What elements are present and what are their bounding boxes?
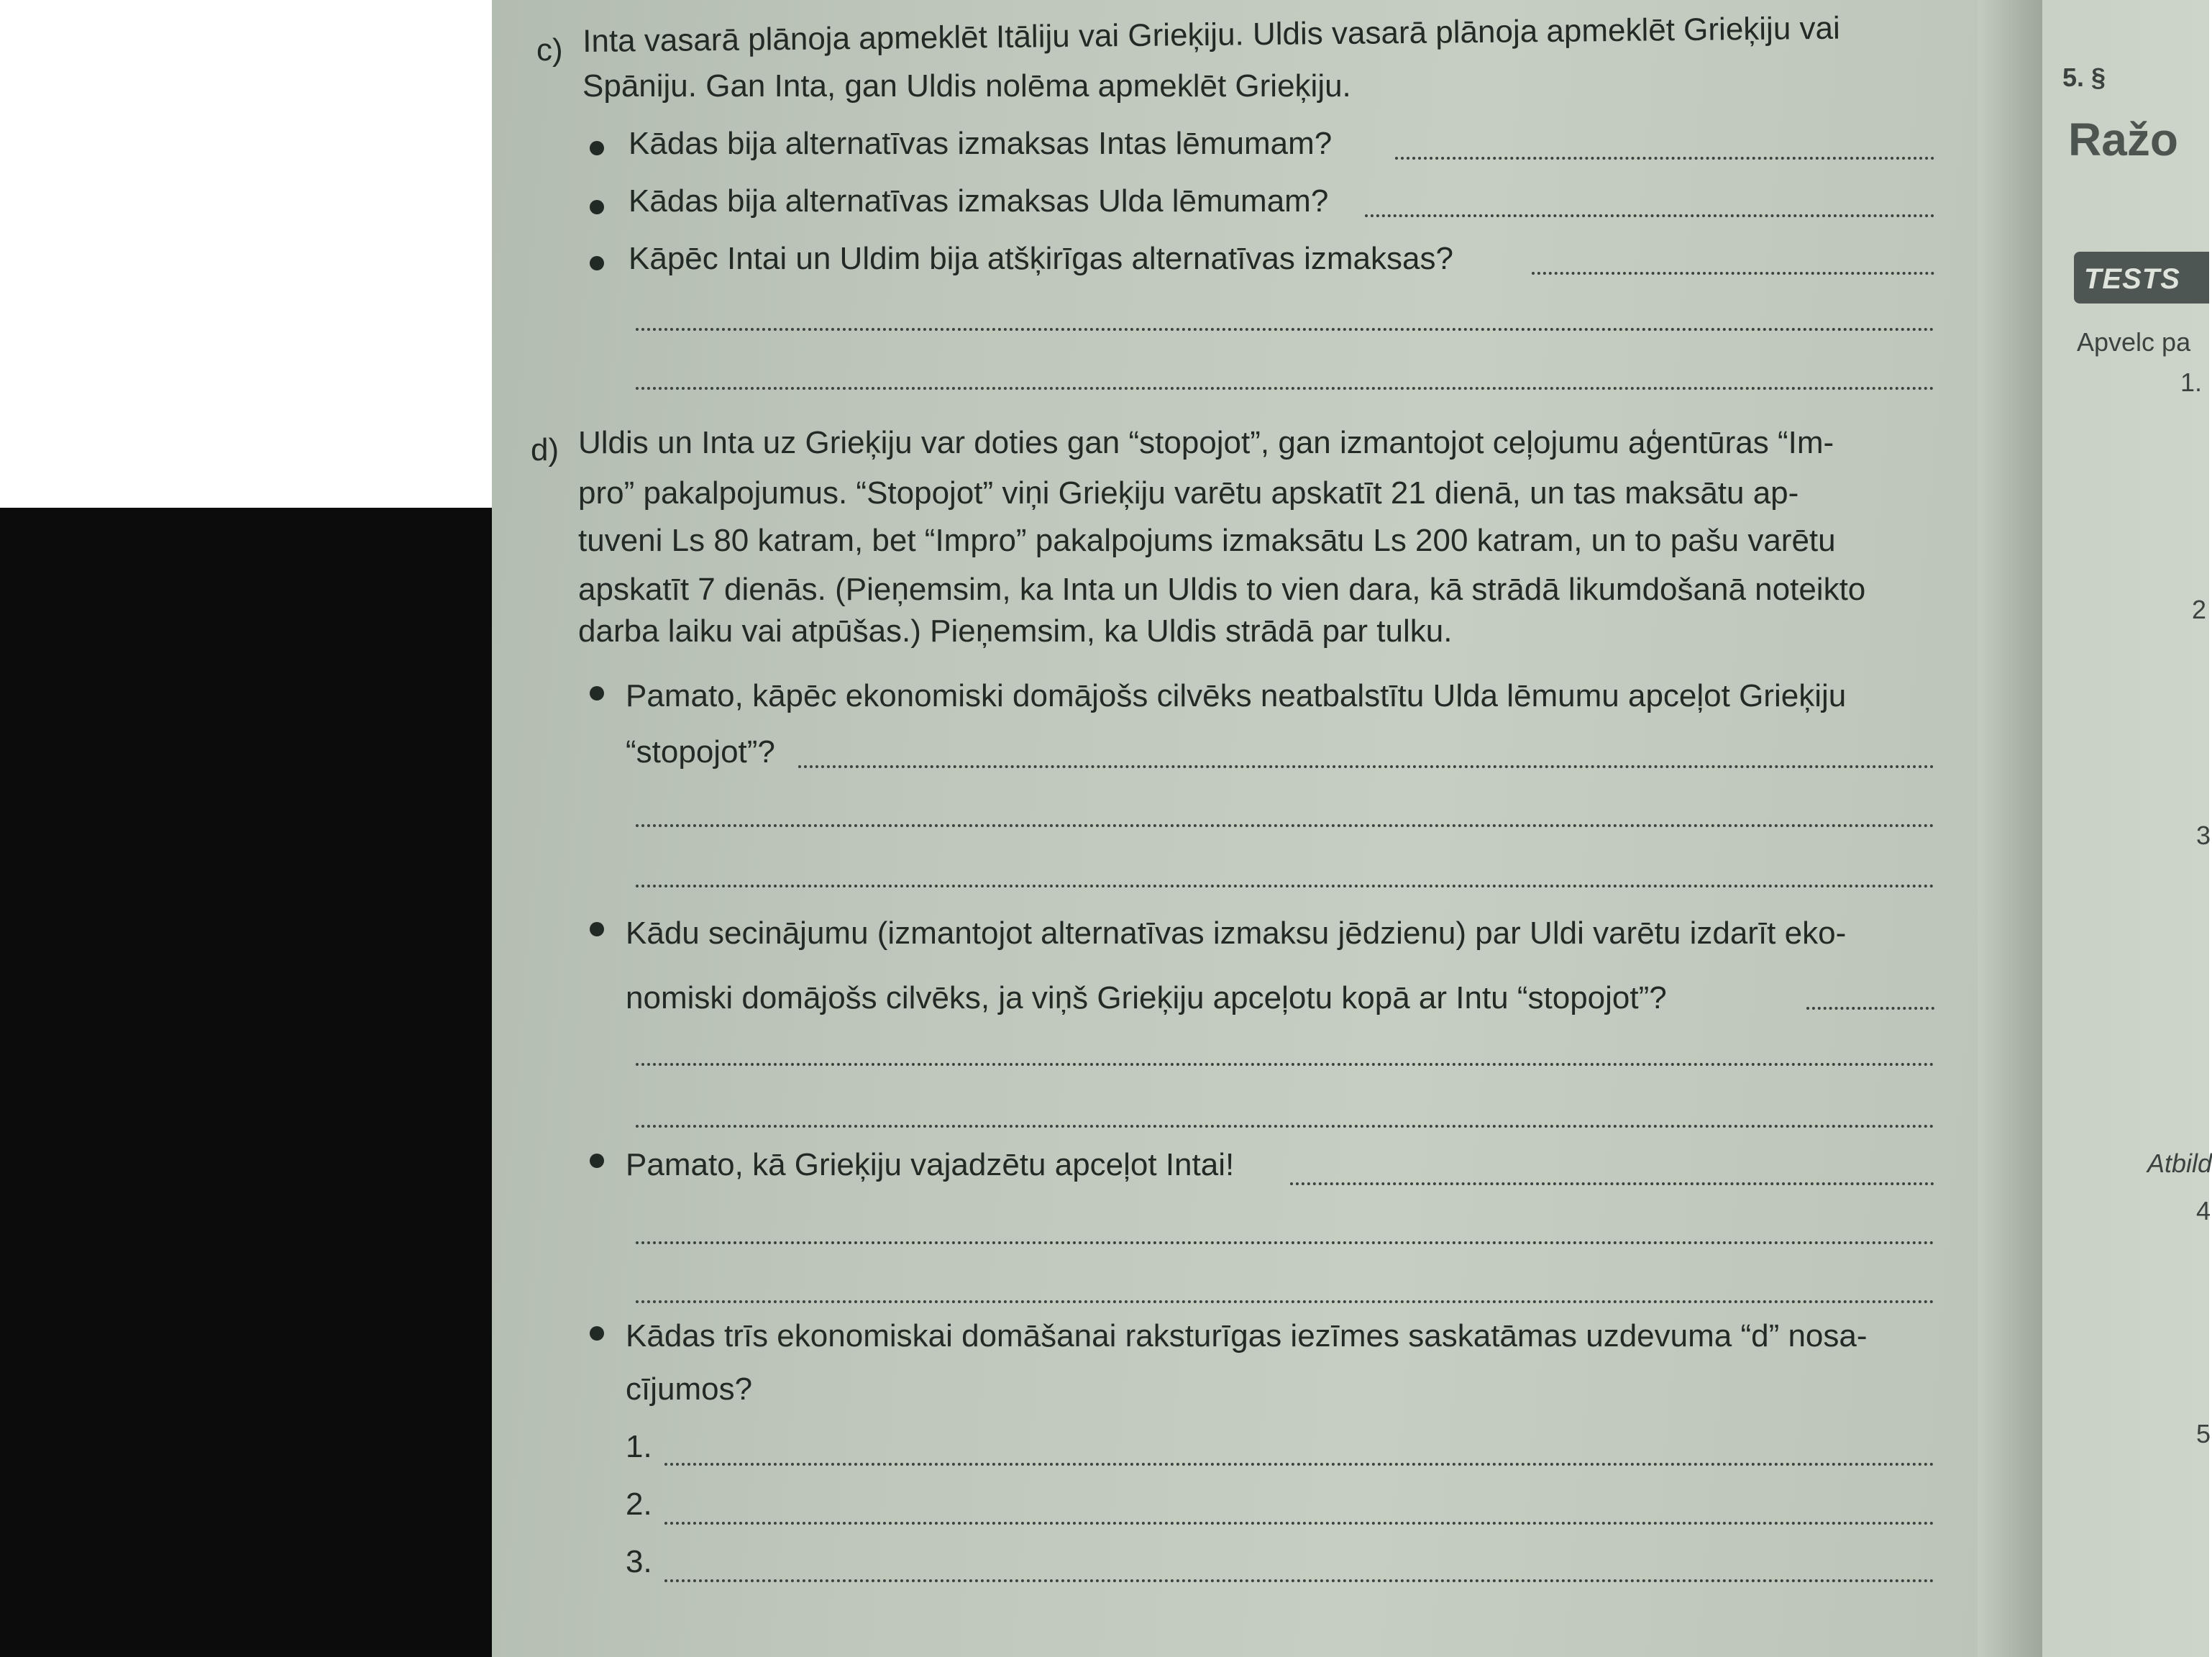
right-page-num-1: 1. bbox=[2180, 368, 2203, 397]
right-page-title: Ražo bbox=[2068, 114, 2178, 165]
answer-line[interactable] bbox=[636, 387, 1934, 390]
right-page-num-4: 4 bbox=[2196, 1196, 2211, 1225]
tests-badge bbox=[2074, 252, 2209, 303]
answer-line[interactable] bbox=[636, 1300, 1934, 1303]
right-page-answer-label: Atbild bbox=[2147, 1149, 2212, 1178]
answer-line[interactable] bbox=[636, 824, 1934, 827]
question-d-b3-line1: Pamato, kā Grieķiju vajadzētu apceļot Intai! bbox=[626, 1147, 1235, 1182]
worksheet-page bbox=[492, 0, 2002, 1657]
answer-line[interactable] bbox=[1290, 1182, 1934, 1185]
answer-line[interactable] bbox=[636, 1063, 1934, 1066]
question-d-marker: d) bbox=[531, 432, 559, 467]
question-d-text-line5: darba laiku vai atpūšas.) Pieņemsim, ka Uldis strādā par tulku. bbox=[578, 613, 1453, 649]
question-d-text-line1: Uldis un Inta uz Grieķiju var doties gan “stopojot”, gan izmantojot ceļojumu aģentūras “Im- bbox=[578, 425, 1834, 460]
question-d-text-line4: apskatīt 7 dienās. (Pieņemsim, ka Inta un Uldis to vien dara, kā strādā likumdošanā noteikto bbox=[578, 572, 1866, 607]
answer-line[interactable] bbox=[636, 1125, 1934, 1128]
right-page-num-5: 5 bbox=[2196, 1419, 2211, 1448]
background-strip bbox=[0, 508, 492, 1657]
page-gutter-shadow bbox=[1978, 0, 2042, 1657]
tests-label: TESTS bbox=[2084, 263, 2180, 295]
bullet bbox=[590, 141, 604, 155]
answer-line[interactable] bbox=[636, 328, 1934, 331]
question-d-b2-line2: nomiski domājošs cilvēks, ja viņš Grieķiju apceļotu kopā ar Intu “stopojot”? bbox=[626, 980, 1667, 1015]
right-page-num-3: 3 bbox=[2196, 821, 2211, 850]
question-d-b4-line2: cījumos? bbox=[626, 1371, 753, 1407]
answer-line-2[interactable] bbox=[664, 1522, 1934, 1525]
answer-line[interactable] bbox=[1806, 1007, 1934, 1010]
question-d-text-line3: tuveni Ls 80 katram, bet “Impro” pakalpojums izmaksātu Ls 200 katram, un to pašu varētu bbox=[578, 523, 1836, 558]
bullet bbox=[590, 256, 604, 270]
question-d-b1-line1: Pamato, kāpēc ekonomiski domājošs cilvēks neatbalstītu Ulda lēmumu apceļot Grieķiju bbox=[626, 678, 1847, 713]
answer-line[interactable] bbox=[636, 1241, 1934, 1244]
question-c-q2: Kādas bija alternatīvas izmaksas Ulda lēmumam? bbox=[629, 183, 1329, 219]
question-c-q3: Kāpēc Intai un Uldim bija atšķirīgas alternatīvas izmaksas? bbox=[629, 241, 1453, 276]
question-d-b4-line1: Kādas trīs ekonomiskai domāšanai raksturīgas iezīmes saskatāmas uzdevuma “d” nosa- bbox=[626, 1318, 1868, 1354]
right-page-num-2: 2 bbox=[2192, 595, 2207, 624]
question-d-text-line2: pro” pakalpojumus. “Stopojot” viņi Grieķiju varētu apskatīt 21 dienā, un tas maksātu ap- bbox=[578, 475, 1799, 511]
right-page-section: 5. § bbox=[2062, 63, 2106, 92]
answer-line[interactable] bbox=[1365, 214, 1934, 217]
question-c-text-line2: Spāniju. Gan Inta, gan Uldis nolēma apmeklēt Grieķiju. bbox=[582, 68, 1351, 104]
answer-line[interactable] bbox=[636, 885, 1934, 887]
answer-line[interactable] bbox=[1395, 157, 1934, 160]
bullet bbox=[590, 1154, 604, 1168]
question-c-q1: Kādas bija alternatīvas izmaksas Intas lēmumam? bbox=[629, 126, 1333, 161]
answer-line[interactable] bbox=[798, 765, 1934, 768]
answer-line-1[interactable] bbox=[664, 1463, 1934, 1466]
bullet bbox=[590, 1326, 604, 1341]
bullet bbox=[590, 686, 604, 700]
item-number-2: 2. bbox=[626, 1487, 652, 1522]
item-number-1: 1. bbox=[626, 1429, 652, 1464]
question-c-text-line1: Inta vasarā plānoja apmeklēt Itāliju vai Grieķiju. Uldis vasarā plānoja apmeklēt Grieķiju vai bbox=[582, 10, 1841, 59]
right-page-instruction: Apvelc pa bbox=[2077, 327, 2191, 357]
bullet bbox=[590, 922, 604, 936]
question-d-b2-line1: Kādu secinājumu (izmantojot alternatīvas izmaksu jēdzienu) par Uldi varētu izdarīt eko- bbox=[626, 916, 1847, 951]
answer-line[interactable] bbox=[1532, 272, 1934, 275]
item-number-3: 3. bbox=[626, 1544, 652, 1579]
right-page bbox=[2042, 0, 2212, 1657]
question-c-marker: c) bbox=[536, 32, 563, 68]
question-d-b1-line2: “stopojot”? bbox=[626, 734, 775, 770]
bullet bbox=[590, 200, 604, 214]
answer-line-3[interactable] bbox=[664, 1579, 1934, 1582]
